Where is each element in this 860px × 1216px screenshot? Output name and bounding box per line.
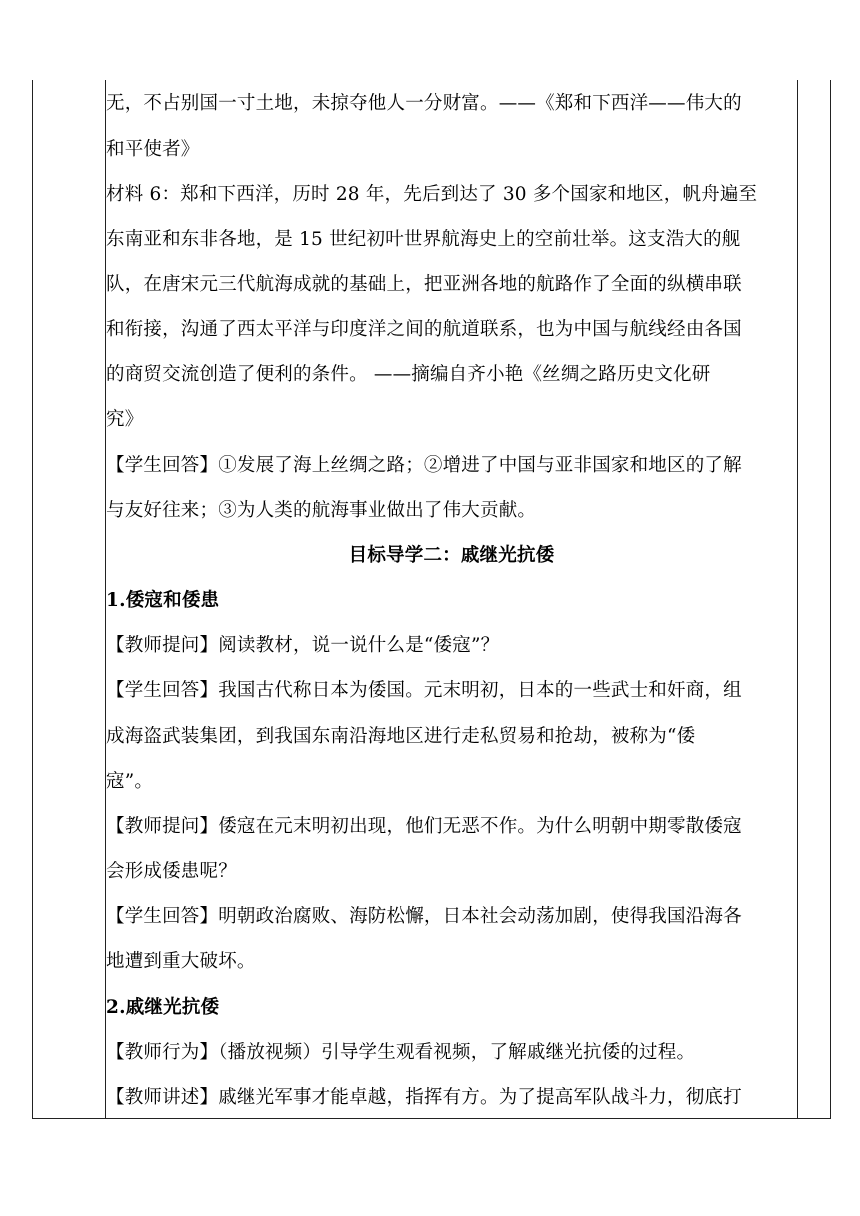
text-line: 究》	[106, 409, 144, 430]
text-line: 材料 6：郑和下西洋，历时 28 年，先后到达了 30 多个国家和地区，帆舟遍至	[106, 184, 758, 205]
text-line: 寇”。	[106, 771, 154, 792]
text-line: 队，在唐宋元三代航海成就的基础上，把亚洲各地的航路作了全面的纵横串联	[106, 274, 742, 295]
text-line: 东南亚和东非各地，是 15 世纪初叶世界航海史上的空前壮举。这支浩大的舰	[106, 229, 741, 250]
text-line: 无，不占别国一寸土地，未掠夺他人一分财富。——《郑和下西洋——伟大的	[106, 93, 742, 114]
lesson-table	[32, 80, 831, 1119]
text-line: 【教师行为】（播放视频）引导学生观看视频，了解戚继光抗倭的过程。	[106, 1042, 696, 1063]
text-line: 【学生回答】我国古代称日本为倭国。元末明初，日本的一些武士和奸商，组	[106, 680, 742, 701]
text-line: 【教师讲述】戚继光军事才能卓越，指挥有方。为了提高军队战斗力，彻底打	[106, 1087, 742, 1108]
subsection-heading: 1.倭寇和倭患	[106, 590, 220, 611]
text-line: 【教师提问】阅读教材，说一说什么是“倭寇”？	[106, 635, 500, 656]
content-cell	[106, 80, 797, 1118]
text-line: 【学生回答】明朝政治腐败、海防松懈，日本社会动荡加剧，使得我国沿海各	[106, 906, 742, 927]
text-line: 地遭到重大破坏。	[106, 951, 256, 972]
text-line: 和衔接，沟通了西太平洋与印度洋之间的航道联系，也为中国与航线经由各国	[106, 319, 742, 340]
text-line: 成海盗武装集团，到我国东南沿海地区进行走私贸易和抢劫，被称为“倭	[106, 726, 696, 747]
text-line: 【教师提问】倭寇在元末明初出现，他们无恶不作。为什么明朝中期零散倭寇	[106, 816, 742, 837]
text-line: 与友好往来；③为人类的航海事业做出了伟大贡献。	[106, 500, 537, 521]
section-heading: 目标导学二：戚继光抗倭	[348, 545, 555, 566]
text-line: 的商贸交流创造了便利的条件。 ——摘编自齐小艳《丝绸之路历史文化研	[106, 364, 711, 385]
text-line: 和平使者》	[106, 139, 200, 160]
subsection-heading: 2.戚继光抗倭	[106, 997, 220, 1018]
text-line: 【学生回答】①发展了海上丝绸之路；②增进了中国与亚非国家和地区的了解	[106, 455, 742, 476]
column-divider-right	[797, 80, 798, 1118]
text-line: 会形成倭患呢？	[106, 861, 237, 882]
